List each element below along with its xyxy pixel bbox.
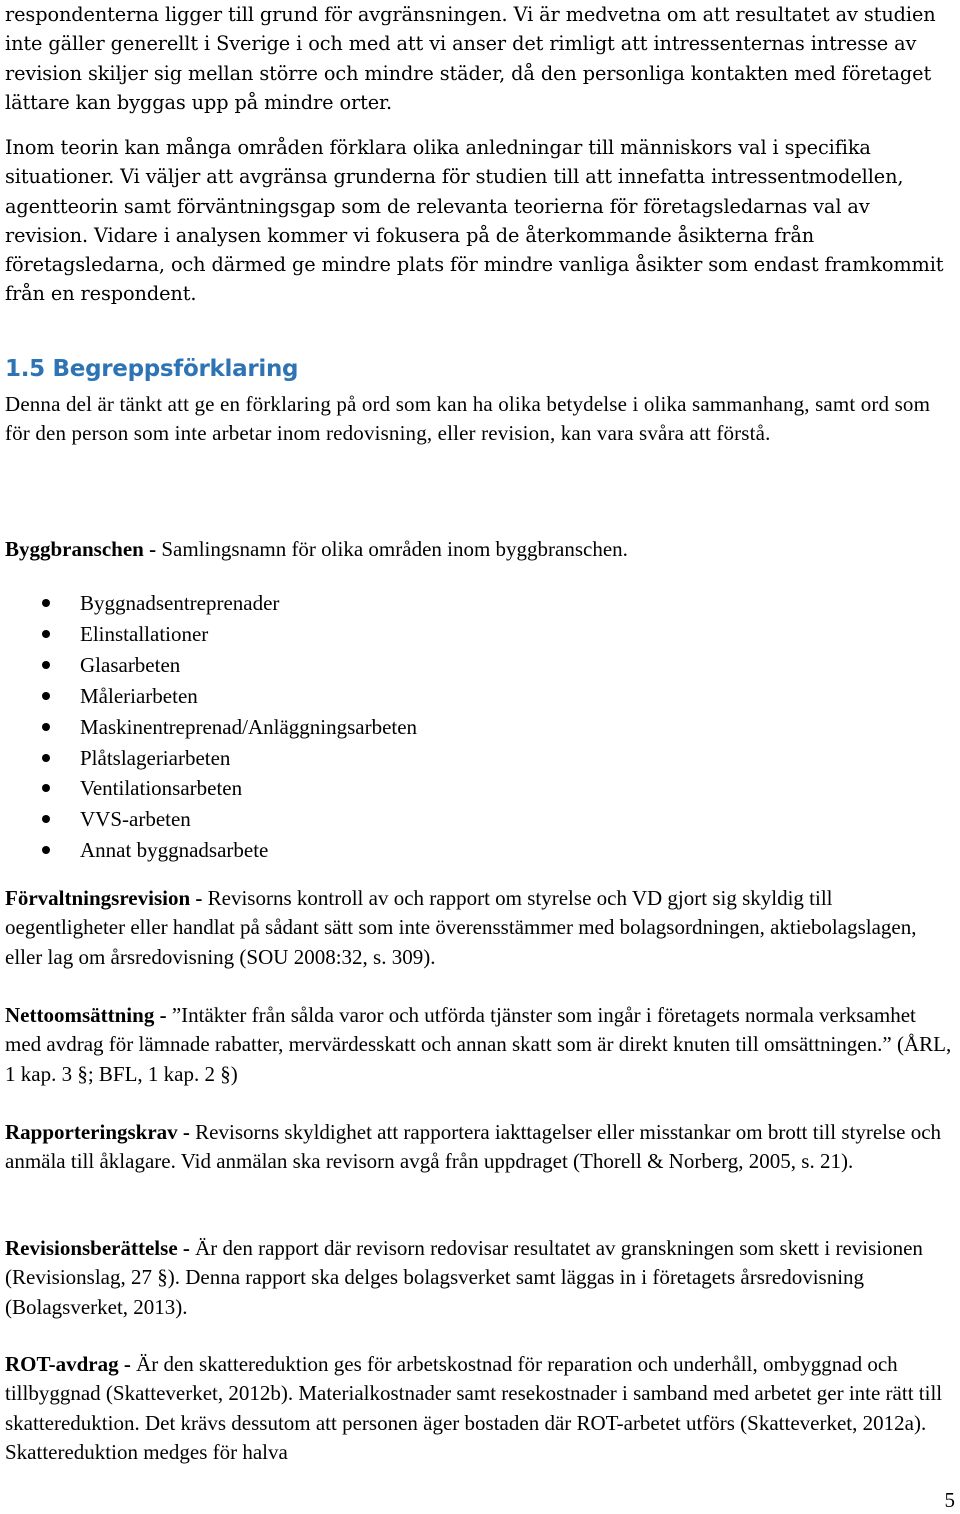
bullet-icon (42, 815, 50, 823)
definition-text: Samlingsnamn för olika områden inom byggbranschen. (161, 537, 628, 561)
section-heading: 1.5 Begreppsförklaring (5, 356, 299, 382)
definition-nettoomsattning (5, 1001, 955, 1089)
bullet-icon (42, 661, 50, 669)
definition-term: Nettoomsättning - (5, 1003, 172, 1027)
definition-forvaltningsrevision (5, 884, 955, 972)
bullet-icon (42, 630, 50, 638)
definition-text: Revisorns skyldighet att rapportera iakttagelser eller misstankar om brott till styrelse och anmäla till åklagare. Vid anmälan ska revisorn avgå från uppdraget (Thorell & Norberg, 2005, s. 21). (5, 1120, 942, 1174)
bullet-icon (42, 692, 50, 700)
definition-term: Förvaltningsrevision - (5, 886, 208, 910)
list-item: Måleriarbeten (0, 681, 417, 712)
delimitation-paragraph (5, 133, 955, 309)
list-item: Maskinentreprenad/Anläggningsarbeten (0, 712, 417, 743)
delimitation-sentence-2: Vi väljer att avgränsa grunderna för studien till att innefatta intressentmodellen, agentteorin samt förväntningsgap som de relevanta teorierna för företagsledarnas val av revision. (5, 165, 904, 247)
definition-byggbranschen (5, 535, 955, 564)
definition-term: Byggbranschen - (5, 537, 162, 561)
page-number: 5 (944, 1488, 955, 1512)
construction-areas-list (0, 588, 417, 866)
definition-revisionsberattelse (5, 1234, 955, 1322)
definition-term: ROT-avdrag - (5, 1352, 137, 1376)
definition-term: Revisionsberättelse - (5, 1236, 196, 1260)
bullet-icon (42, 599, 50, 607)
list-item: Byggnadsentreprenader (0, 588, 417, 619)
definition-term: Rapporteringskrav - (5, 1120, 196, 1144)
bullet-icon (42, 723, 50, 731)
list-item: Glasarbeten (0, 650, 417, 681)
list-item: Annat byggnadsarbete (0, 835, 417, 866)
bullet-icon (42, 754, 50, 762)
delimitation-sentence-1: Inom teorin kan många områden förklara olika anledningar till människors val i specifika situationer. (5, 136, 871, 189)
list-item: Plåtslageriarbeten (0, 743, 417, 774)
section-intro-paragraph: Denna del är tänkt att ge en förklaring på ord som kan ha olika betydelse i olika sammanhang, samt ord som för den person som inte arbetar inom redovisning, eller revision, kan vara svåra att förstå. (5, 392, 931, 446)
definition-rot-avdrag (5, 1350, 955, 1467)
bullet-icon (42, 784, 50, 792)
bullet-icon (42, 846, 50, 854)
delimitation-sentence-3: Vidare i analysen kommer vi fokusera på de återkommande åsikterna från företagsledarna, och därmed ge mindre plats för mindre vanliga åsikter som endast framkommit från en respondent. (5, 223, 944, 306)
list-item: VVS-arbeten (0, 804, 417, 835)
definition-text: Är den rapport där revisorn redovisar resultatet av granskningen som skett i revisionen (Revisionslag, 27 §). Denna rapport ska delges bolagsverket samt läggas in i företagets årsredovisning (Bolagsverket, 2013). (5, 1236, 923, 1319)
definition-text: Revisorns kontroll av och rapport om styrelse och VD gjort sig skyldig till oegentligheter eller handlat på sådant sätt som inte överensstämmer med bolagsordningen, aktiebolagslagen, eller lag om årsredovisning (SOU 2008:32, s. 309). (5, 886, 917, 969)
list-item: Elinstallationer (0, 619, 417, 650)
definition-text: ”Intäkter från sålda varor och utförda tjänster som ingår i företagets normala verksamhet med avdrag för lämnade rabatter, mervärdesskatt och annan skatt som är direkt knuten till omsättningen.” (ÅRL, 1 kap. 3 §; BFL, 1 kap. 2 §) (5, 1003, 952, 1086)
definition-rapporteringskrav (5, 1118, 955, 1177)
list-item: Ventilationsarbeten (0, 773, 417, 804)
definition-text: Är den skattereduktion ges för arbetskostnad för reparation och underhåll, ombyggnad och tillbyggnad (Skatteverket, 2012b). Materialkostnader samt resekostnader i samband med arbetet ger inte rätt till skattereduktion. Det krävs dessutom att personen äger bostaden där ROT-arbetet utförs (Skatteverket, 2012a). Skattereduktion medges för halva (5, 1352, 943, 1464)
intro-paragraph: respondenterna ligger till grund för avgränsningen. Vi är medvetna om att resultatet av studien inte gäller generellt i Sverige i och med att vi anser det rimligt att intressenternas intresse av revision skiljer sig mellan större och mindre städer, då den personliga kontakten med företaget lättare kan byggas upp på mindre orter. (5, 3, 936, 114)
